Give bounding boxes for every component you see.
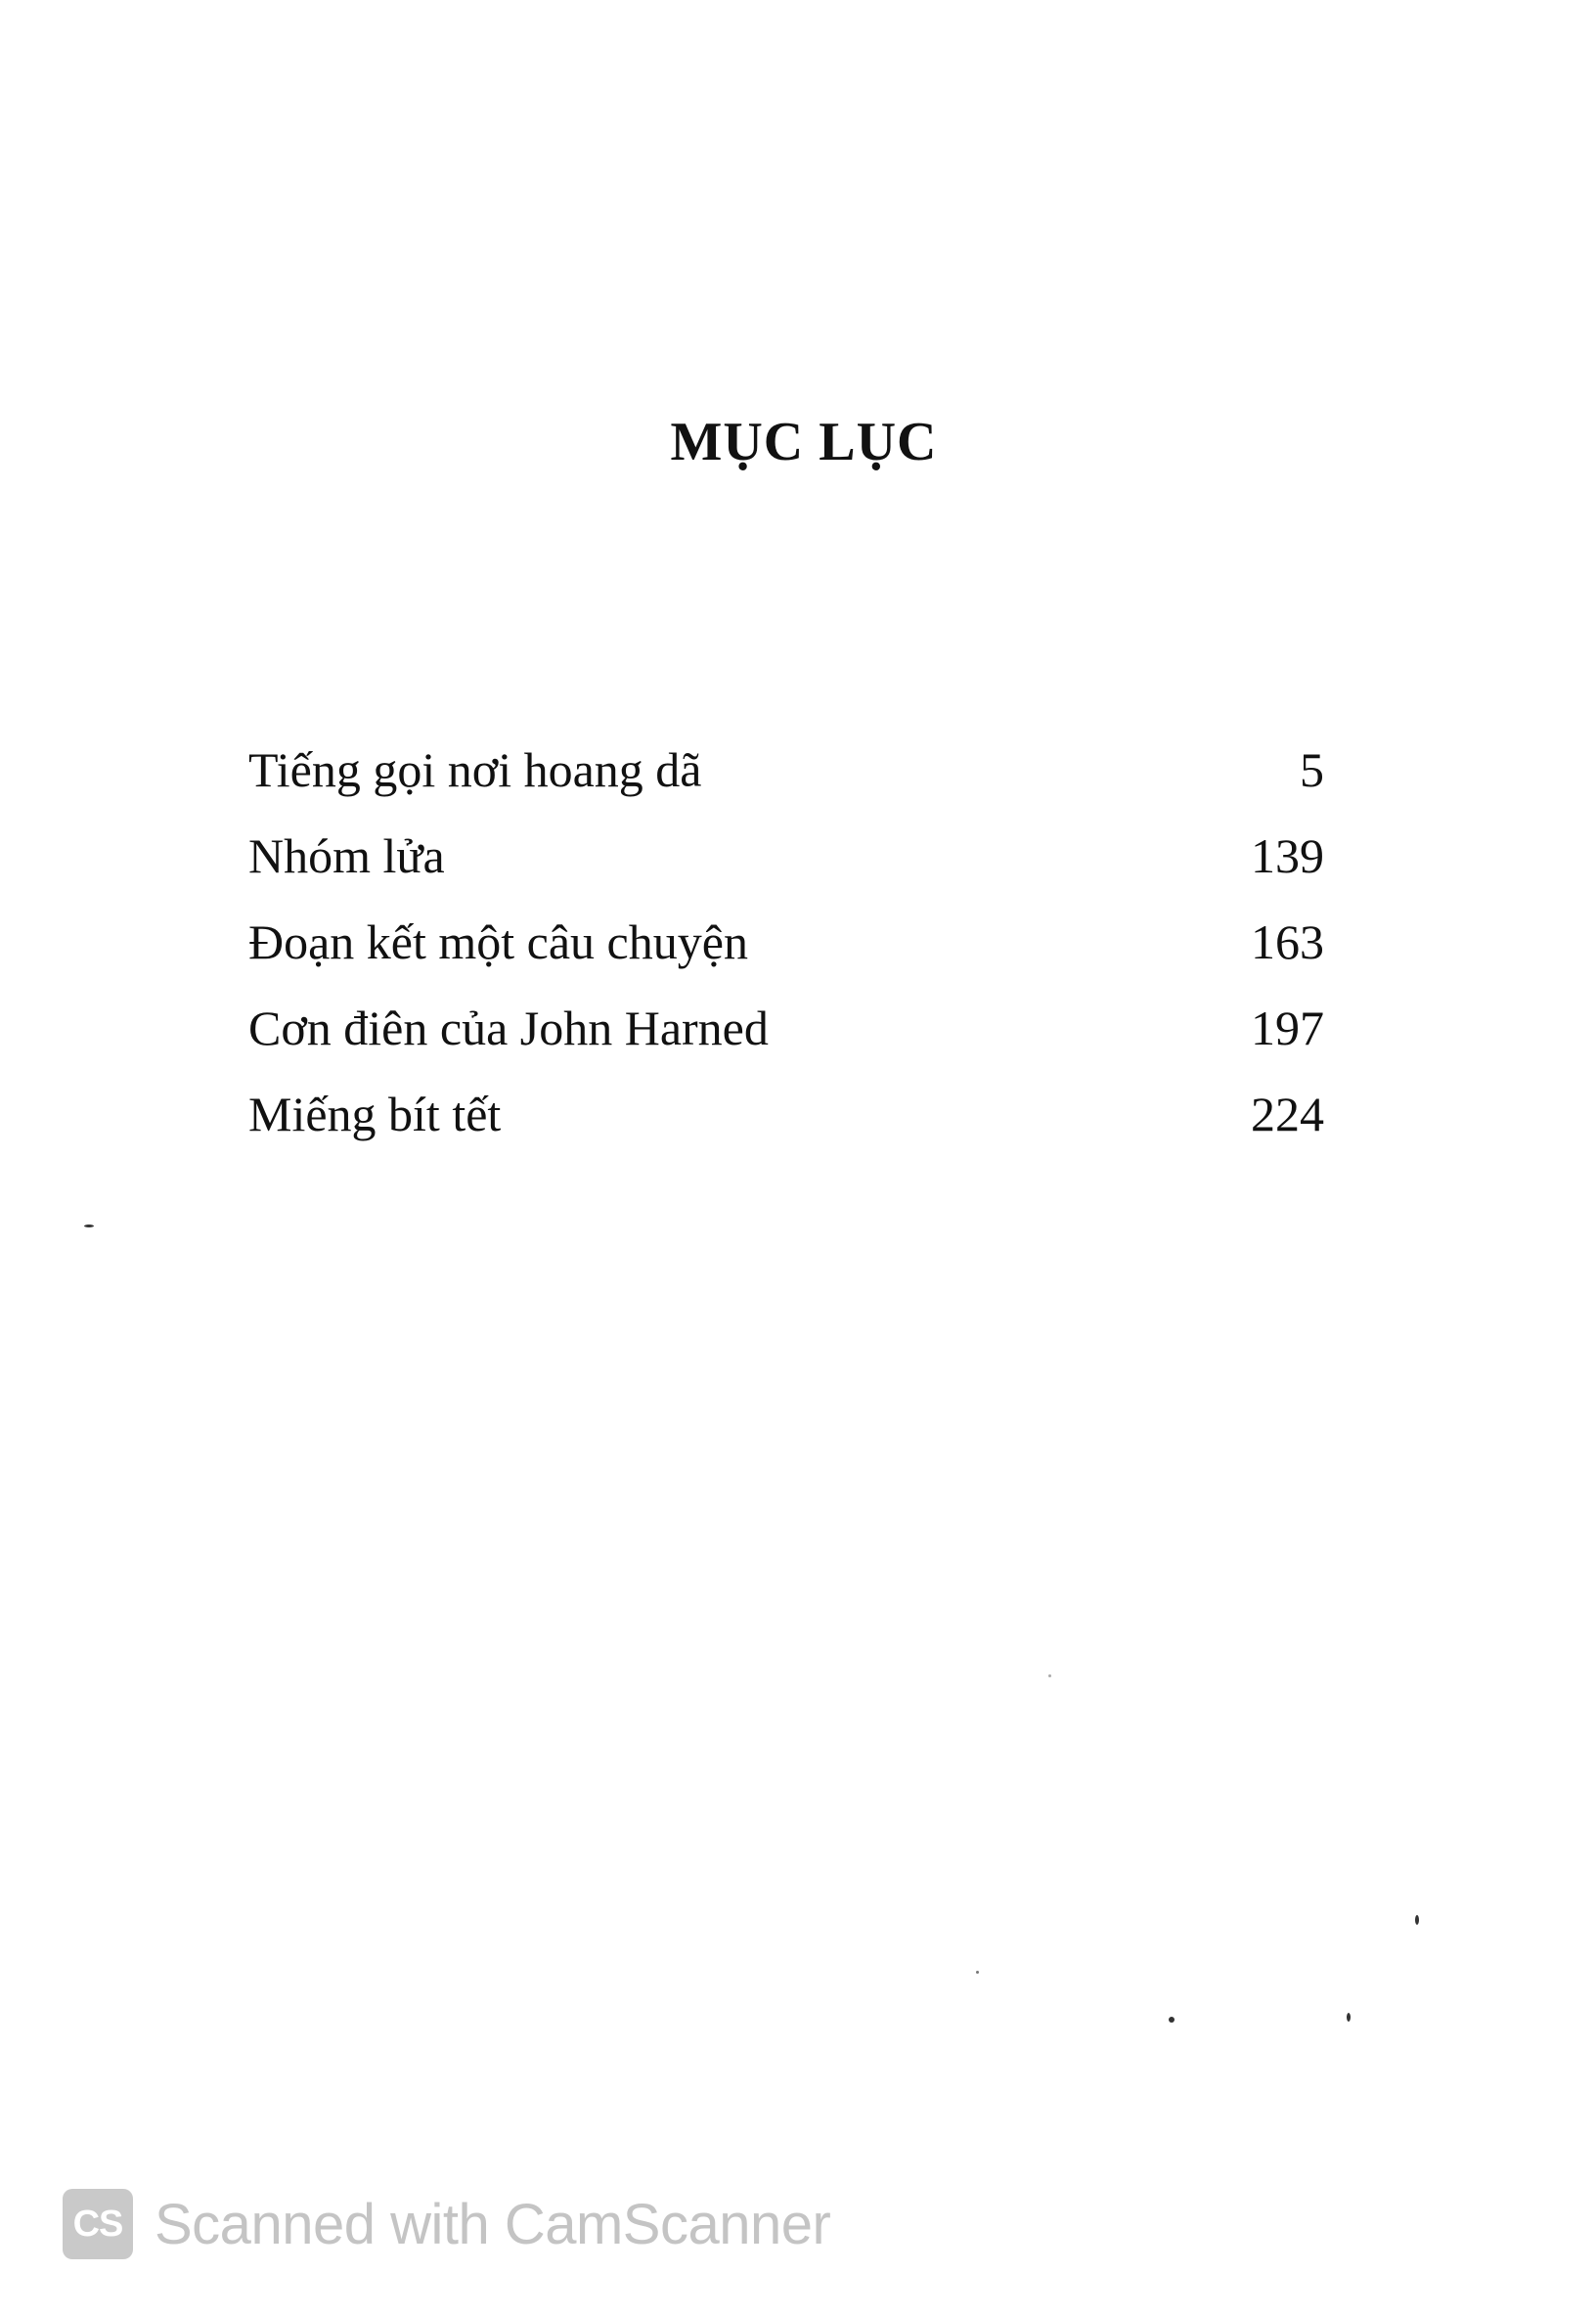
camscanner-watermark xyxy=(63,2189,830,2259)
toc-entry-title: Đoạn kết một câu chuyện xyxy=(248,914,748,969)
page-title: MỤC LỤC xyxy=(670,412,938,472)
toc-entry-title: Tiếng gọi nơi hoang dã xyxy=(248,742,702,797)
toc-entry-page: 163 xyxy=(1251,914,1324,969)
camscanner-text: Scanned with CamScanner xyxy=(155,2192,831,2256)
toc-entry-page: 5 xyxy=(1300,742,1324,797)
scan-speck xyxy=(976,1971,979,1974)
toc-entry-title: Nhóm lửa xyxy=(248,828,445,883)
toc-entry xyxy=(248,1000,1324,1086)
scan-speck xyxy=(1169,2017,1175,2023)
table-of-contents xyxy=(248,741,1324,1172)
toc-entry-page: 197 xyxy=(1251,1001,1324,1055)
toc-entry-title: Miếng bít tết xyxy=(248,1087,502,1141)
scan-speck xyxy=(1048,1674,1051,1677)
toc-entry xyxy=(248,913,1324,1000)
toc-entry-page: 224 xyxy=(1251,1087,1324,1141)
scan-speck xyxy=(84,1225,94,1227)
camscanner-logo-icon: CS xyxy=(63,2189,133,2259)
scan-speck xyxy=(1347,2013,1351,2022)
scan-speck xyxy=(1415,1915,1419,1925)
toc-entry xyxy=(248,827,1324,913)
toc-entry-page: 139 xyxy=(1251,828,1324,883)
toc-entry xyxy=(248,1086,1324,1172)
toc-entry xyxy=(248,741,1324,827)
toc-entry-title: Cơn điên của John Harned xyxy=(248,1001,769,1055)
